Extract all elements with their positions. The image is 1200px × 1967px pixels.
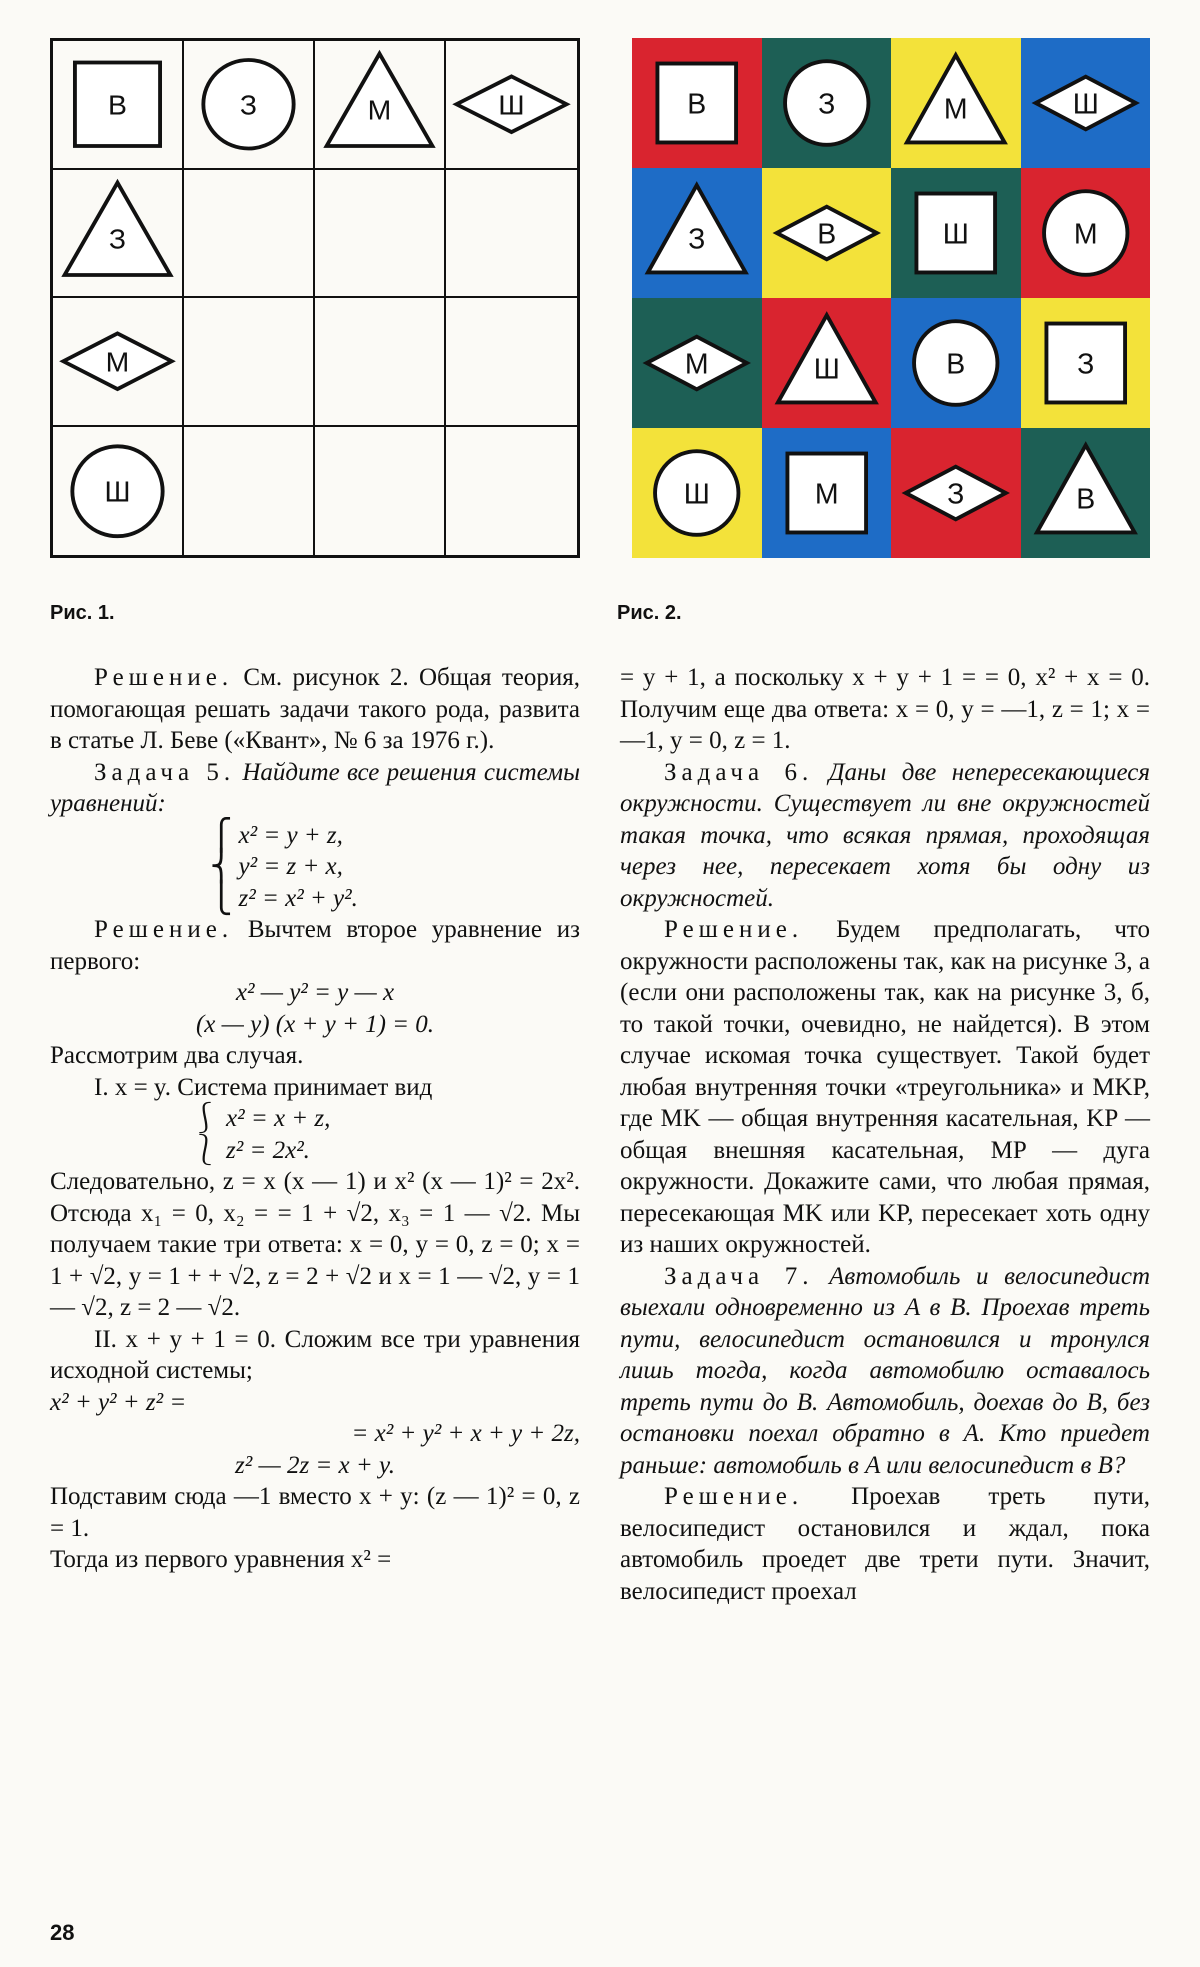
grid-cell [184, 41, 315, 170]
equation: z² — 2z = x + y. [235, 1451, 395, 1479]
shape-letter: М [1073, 218, 1098, 251]
figure-2-caption: Рис. 2. [617, 602, 682, 624]
figure-2-grid [632, 38, 1150, 558]
shape-letter: В [108, 89, 127, 121]
solution-6: Решение. Будем предполагать, что окружности расположены так, как на рисунке 3, а (если они расположены так, как на рисунке 3, б, то такой точки, очевидно, не найдется). В этом случае искомая точка существует. Такой будет любая внутренняя точки «треугольника» и MKP, где MK — общая внутренняя касательная, KP — общая внешняя касательная, MP — дуга окружности. Докажите сами, что любая прямая, пересекающая MK или KP, пересекает хоть одну из наших окружностей. [620, 916, 1150, 1258]
task-5: Задача 5. Найдите все решения системы уравнений: [50, 758, 581, 817]
page-number: 28 [50, 1920, 75, 1945]
grid-cell [315, 170, 446, 299]
shape-letter: В [946, 348, 966, 381]
paragraph: Следовательно, z = x (x — 1) и x² (x — 1)² = 2x². Отсюда x₁ = 0, x₂ = = 1 + √2, x₃ = 1 — √2. Мы получаем такие три ответа: x = 0, y = 0, z = 0; x = 1 + √2, y = 1 + + √2, z = 2 + √2 и x = 1 — √2, y = 1 — √2, z = 2 — √2. [50, 1168, 580, 1321]
shape-letter: М [367, 94, 392, 126]
equation: (x — y) (x + y + 1) = 0. [195, 1010, 435, 1038]
shape-letter: Ш [813, 353, 840, 386]
grid-cell [184, 170, 315, 299]
equation-system-2: ⎰ ⎱ x² = x + z, z² = 2x². [190, 1102, 331, 1167]
shape-letter: З [688, 223, 706, 256]
grid-cell [762, 298, 892, 428]
case-1: I. x = y. Система принимает вид [94, 1073, 433, 1101]
grid-cell [632, 168, 762, 298]
figure-1-caption: Рис. 1. [50, 602, 115, 624]
grid-cell [446, 41, 577, 170]
shape-letter: З [108, 223, 127, 254]
grid-cell [891, 428, 1021, 558]
solution-2: Решение. Вычтем второе уравнение из первого: [50, 916, 580, 975]
equation: = x² + y² + x + y + 2z, [351, 1420, 580, 1447]
shape-letter: З [1076, 348, 1094, 381]
grid-cell [632, 298, 762, 428]
paragraph: Рассмотрим два случая. [50, 1042, 304, 1069]
paragraph: Подставим сюда —1 вместо x + y: (z — 1)² = 0, z = 1. [50, 1483, 580, 1542]
solution-7: Решение. Проехав треть пути, велосипедист остановился и ждал, пока автомобиль проедет две трети пути. Значит, велосипедист проехал [620, 1483, 1150, 1605]
grid-cell [446, 298, 577, 427]
figure-1-grid [50, 38, 580, 558]
equation: x² — y² = y — x [235, 979, 395, 1006]
brace: ⎧ ⎨ ⎩ [210, 818, 233, 915]
grid-cell [315, 427, 446, 556]
grid-cell [184, 298, 315, 427]
shape-letter: В [687, 88, 707, 121]
solution-1: Решение. См. рисунок 2. Общая теория, помогающая решать задачи такого рода, развита в статье Л. Беве («Квант», № 6 за 1976 г.). [50, 664, 580, 754]
grid-cell [53, 298, 184, 427]
grid-cell [762, 428, 892, 558]
grid-cell [632, 38, 762, 168]
grid-cell [1021, 38, 1151, 168]
grid-cell [1021, 168, 1151, 298]
grid-cell [1021, 428, 1151, 558]
grid-cell [315, 41, 446, 170]
grid-cell [1021, 298, 1151, 428]
right-column [620, 662, 1150, 1607]
shape-letter: Ш [1072, 88, 1099, 121]
shape-letter: Ш [683, 478, 710, 511]
equation-system-1: ⎧ ⎨ ⎩ x² = y + z, y² = z + x, z² = x² + y². [210, 818, 358, 915]
grid-cell [53, 427, 184, 556]
grid-cell [53, 41, 184, 170]
brace: ⎰ ⎱ [190, 1102, 220, 1167]
grid-cell [53, 170, 184, 299]
paragraph: = y + 1, а поскольку x + y + 1 = = 0, x² + x = 0. Получим еще два ответа: x = 0, y = —1, z = 1; x = —1, y = 0, z = 1. [620, 664, 1150, 754]
shape-letter: Ш [498, 89, 525, 122]
shape-letter: Ш [942, 218, 969, 251]
grid-cell [184, 427, 315, 556]
grid-cell [762, 38, 892, 168]
shape-letter: В [816, 218, 836, 251]
shape-letter: М [105, 346, 130, 378]
grid-cell [891, 168, 1021, 298]
shape-letter: З [817, 88, 835, 121]
left-column [50, 662, 580, 1576]
shape-letter: В [1075, 483, 1095, 516]
grid-cell [446, 170, 577, 299]
shape-letter: М [684, 348, 709, 381]
shape-letter: М [814, 478, 839, 511]
grid-cell [315, 298, 446, 427]
grid-cell [891, 298, 1021, 428]
shape-letter: Ш [104, 476, 131, 509]
task-6: Задача 6. Даны две непересекающиеся окружности. Существует ли вне окружностей такая точка, что всякая прямая, проходящая через нее, пересекает хотя бы одну из окружностей. [620, 758, 1150, 912]
grid-cell [446, 427, 577, 556]
shape-letter: З [239, 89, 258, 121]
shape-letter: З [947, 478, 965, 511]
equation: x² + y² + z² = [50, 1388, 187, 1416]
grid-cell [891, 38, 1021, 168]
task-7: Задача 7. Автомобиль и велосипедист выехали одновременно из A в B. Проехав треть пути, велосипедист остановился и тронулся лишь тогда, когда автомобилю оставалось треть пути до B. Автомобиль, доехав до B, без остановки поехал обратно в A. Кто приедет раньше: автомобиль в A или велосипедист в B? [620, 1262, 1150, 1479]
grid-cell [632, 428, 762, 558]
grid-cell [762, 168, 892, 298]
paragraph: Тогда из первого уравнения x² = [50, 1546, 392, 1573]
case-2: II. x + y + 1 = 0. Сложим все три уравнения исходной системы; [50, 1325, 580, 1384]
shape-letter: М [943, 93, 968, 126]
